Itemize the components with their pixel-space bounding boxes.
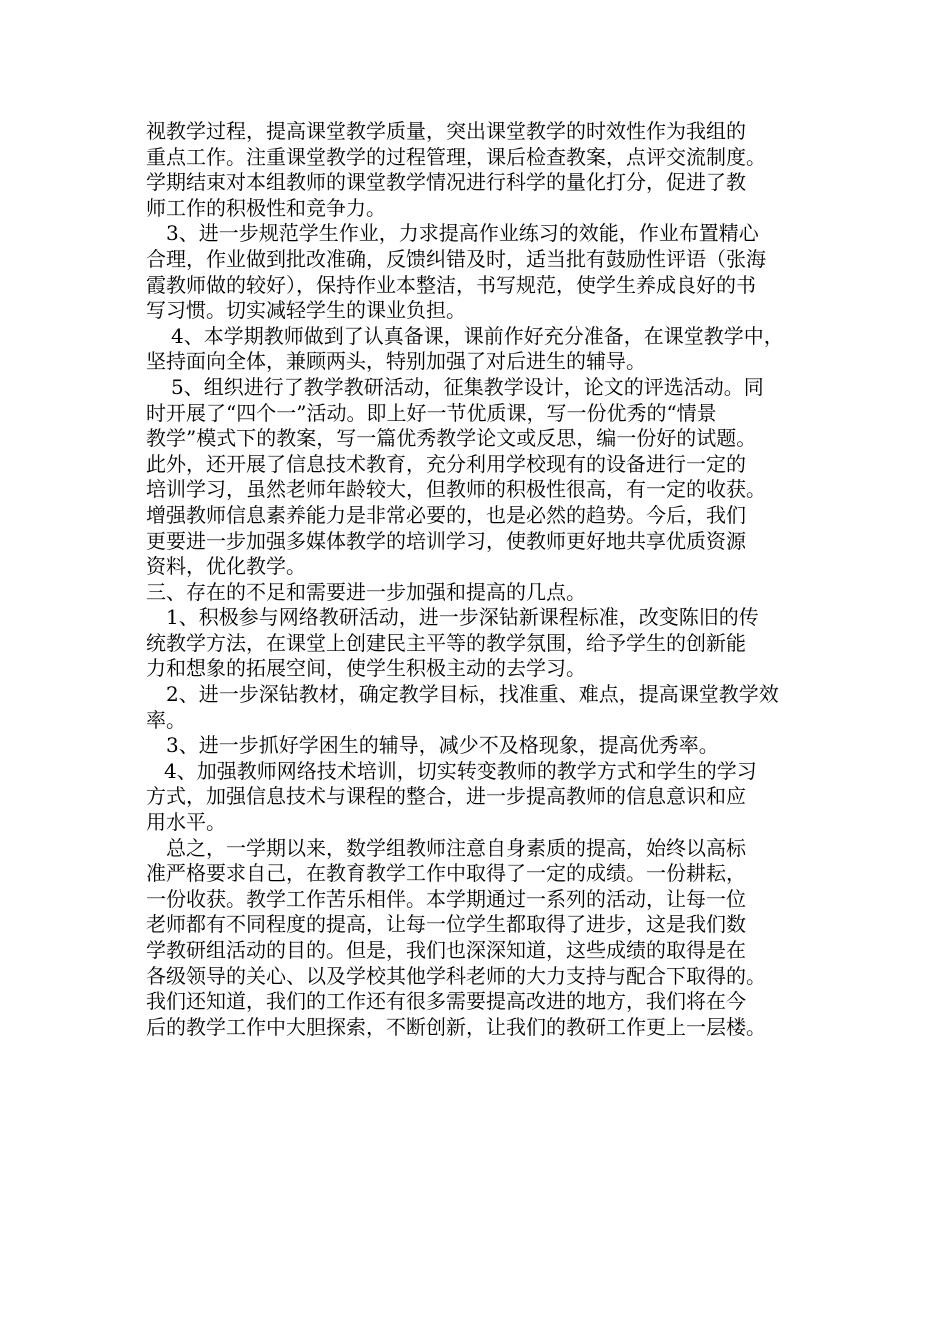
text-line: 2、进一步深钻教材，确定教学目标，找准重、难点，提高课堂教学效: [166, 682, 779, 707]
paragraph-need2: [146, 682, 826, 733]
text-line: 各级领导的关心、以及学校其他学科老师的大力支持与配合下取得的。: [146, 963, 766, 988]
paragraph-need1: [146, 605, 826, 682]
text-line: 4、加强教师网络技术培训，切实转变教师的教学方式和学生的学习: [164, 758, 757, 783]
text-line: 霞教师做的较好），保持作业本整洁，书写规范，使学生养成良好的书: [146, 272, 756, 297]
text-line: 准严格要求自己，在教育教学工作中取得了一定的成绩。一份耕耘，: [146, 861, 746, 886]
text-line: 统教学方法，在课堂上创建民主平等的教学氛围，给予学生的创新能: [146, 630, 746, 655]
document-body: [146, 119, 826, 1040]
text-line: 此外，还开展了信息技术教育，充分利用学校现有的设备进行一定的: [146, 451, 746, 476]
text-line: 率。: [146, 707, 186, 732]
paragraph-need3: [146, 733, 826, 759]
text-line: 写习惯。切实减轻学生的课业负担。: [146, 298, 466, 323]
paragraph-heading3: [146, 580, 826, 606]
text-line: 一份收获。教学工作苦乐相伴。本学期通过一系列的活动，让每一位: [146, 886, 746, 911]
text-line: 3、进一步抓好学困生的辅导，减少不及格现象，提高优秀率。: [166, 733, 719, 758]
text-line: 增强教师信息素养能力是非常必要的，也是必然的趋势。今后，我们: [146, 502, 746, 527]
paragraph-item4: [146, 324, 826, 375]
text-line: 5、组织进行了教学教研活动，征集教学设计，论文的评选活动。同: [171, 374, 764, 399]
paragraph-item5: [146, 375, 826, 580]
text-line: 教学”模式下的教案，写一篇优秀教学论文或反思，编一份好的试题。: [146, 426, 757, 451]
text-line: 资料，优化教学。: [146, 554, 306, 579]
text-line: 用水平。: [146, 810, 226, 835]
text-line: 总之，一学期以来，数学组教师注意自身素质的提高，始终以高标: [166, 835, 746, 860]
text-line: 师工作的积极性和竞争力。: [146, 195, 386, 220]
text-line: 学期结束对本组教师的课堂教学情况进行科学的量化打分，促进了教: [146, 170, 746, 195]
paragraph-intro: [146, 119, 826, 221]
text-line: 坚持面向全体，兼顾两头，特别加强了对后进生的辅导。: [146, 349, 646, 374]
text-line: 培训学习，虽然老师年龄较大，但教师的积极性很高，有一定的收获。: [146, 477, 766, 502]
text-line: 力和想象的拓展空间，使学生积极主动的去学习。: [146, 656, 586, 681]
text-line: 视教学过程，提高课堂教学质量，突出课堂教学的时效性作为我组的: [146, 119, 746, 143]
text-line: 学教研组活动的目的。但是，我们也深深知道，这些成绩的取得是在: [146, 938, 746, 962]
paragraph-item3: [146, 221, 826, 323]
text-line: 我们还知道，我们的工作还有很多需要提高改进的地方，我们将在今: [146, 989, 746, 1014]
text-line: 方式，加强信息技术与课程的整合，进一步提高教师的信息意识和应: [146, 784, 746, 809]
text-line: 合理，作业做到批改准确，反馈纠错及时，适当批有鼓励性评语（张海: [146, 246, 766, 271]
text-line: 1、积极参与网络教研活动，进一步深钻新课程标准，改变陈旧的传: [166, 605, 759, 630]
text-line: 3、进一步规范学生作业，力求提高作业练习的效能，作业布置精心: [166, 221, 759, 246]
text-line: 后的教学工作中大胆探索，不断创新，让我们的教研工作更上一层楼。: [146, 1014, 766, 1039]
text-line: 老师都有不同程度的提高，让每一位学生都取得了进步，这是我们数: [146, 912, 746, 937]
text-line: 重点工作。注重课堂教学的过程管理，课后检查教案，点评交流制度。: [146, 144, 766, 169]
paragraph-need4: [146, 759, 826, 836]
text-line: 三、存在的不足和需要进一步加强和提高的几点。: [146, 579, 586, 604]
text-line: 时开展了“四个一”活动。即上好一节优质课，写一份优秀的“情景: [146, 400, 717, 425]
text-line: 4、本学期教师做到了认真备课，课前作好充分准备，在课堂教学中，: [171, 323, 784, 348]
paragraph-summary: [146, 836, 826, 1041]
text-line: 更要进一步加强多媒体教学的培训学习，使教师更好地共享优质资源: [146, 528, 746, 553]
